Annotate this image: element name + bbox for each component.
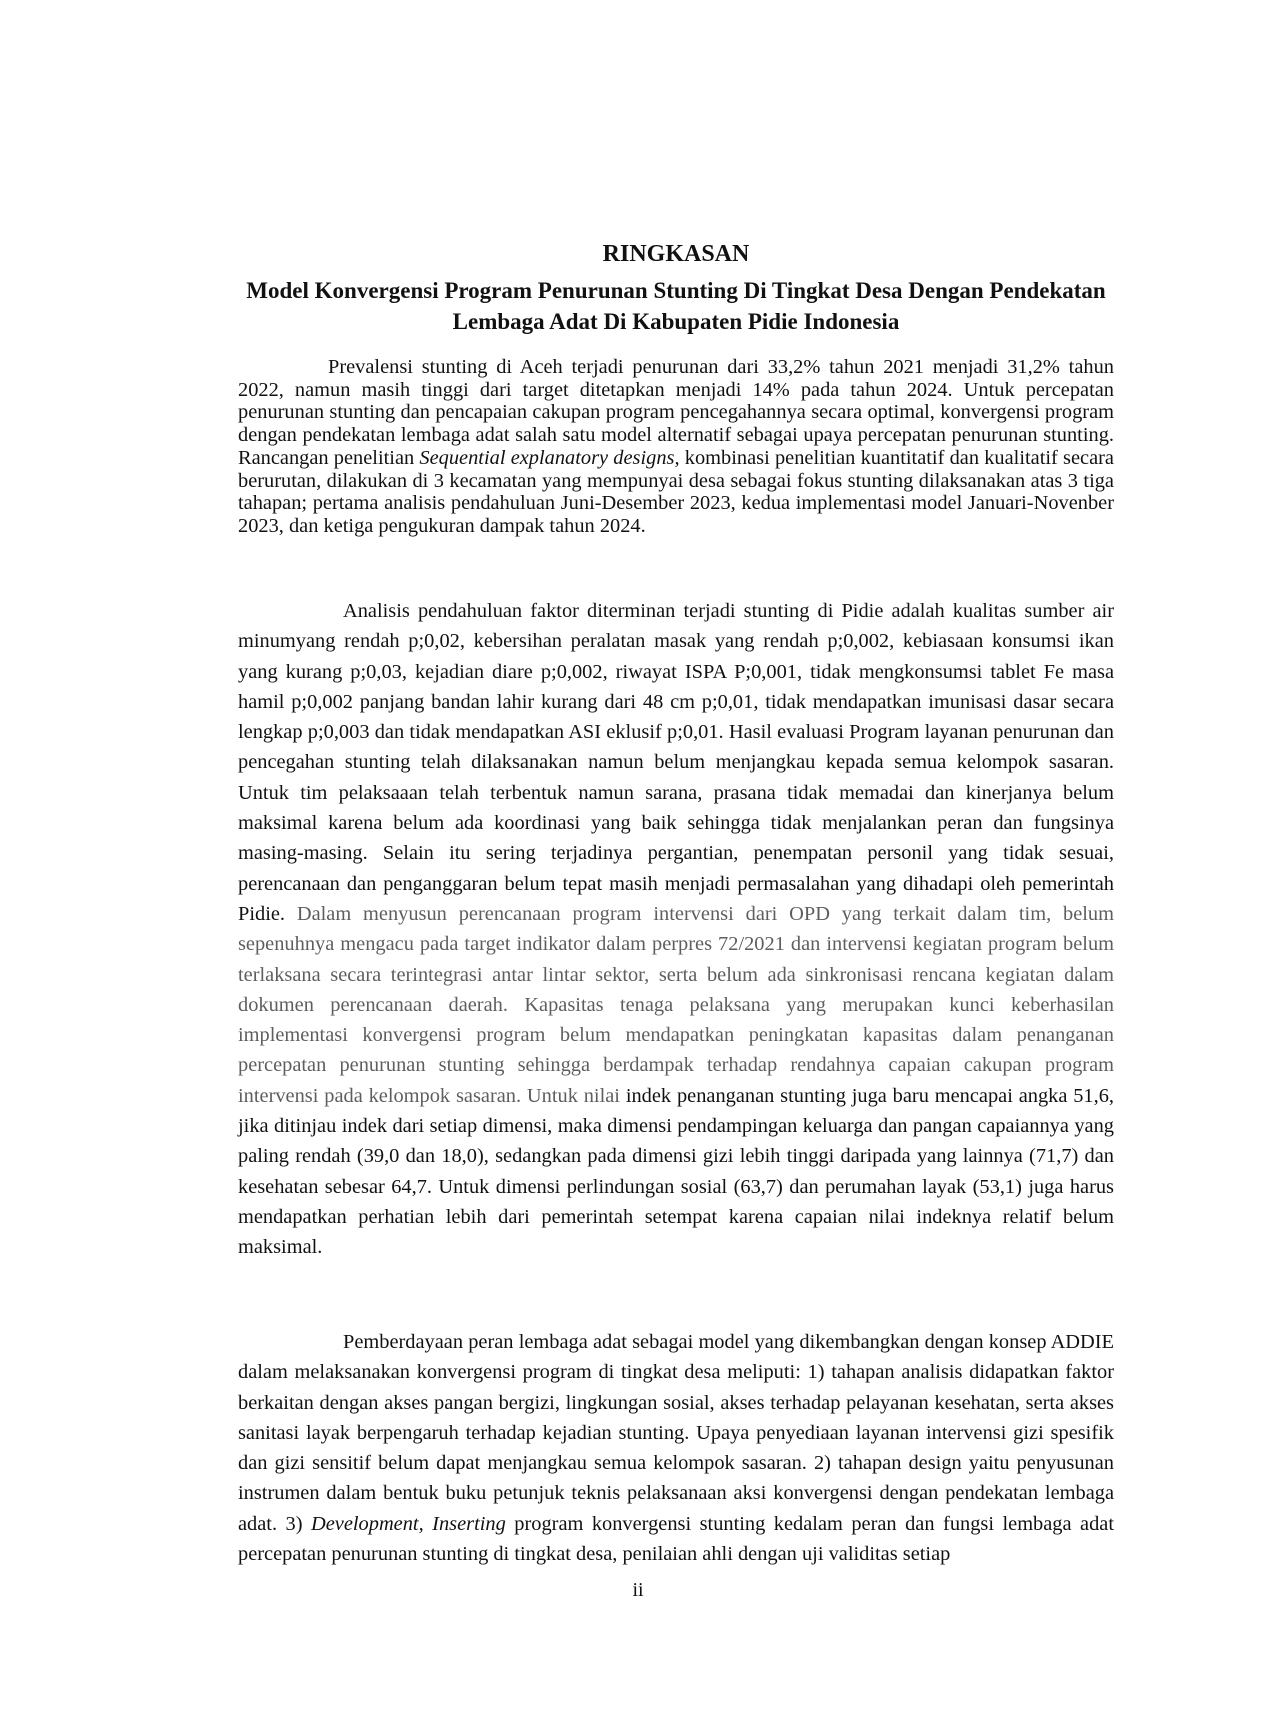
- paragraph-text: program konvergensi stunting kedalam peran dan fungsi lembaga adat percepatan penurunan stunting di tingkat desa, penilaian ahli dengan uji validitas setiap: [238, 1512, 1114, 1566]
- paragraph-italic-text: Sequential explanatory designs,: [419, 446, 680, 469]
- paragraph-text: indek penanganan stunting juga baru mencapai angka 51,6, jika ditinjau indek dari setiap dimensi, maka dimensi pendampingan keluarga dan pangan capaiannya yang paling rendah (39,0 dan 18,0), sedangkan pada dimensi gizi lebih tinggi daripada yang lainnya (71,7) dan kesehatan sebesar 64,7. Untuk dimensi perlindungan sosial (63,7) dan perumahan layak (53,1) juga harus mendapatkan perhatian lebih dari pemerintah setempat karena capaian nilai indeknya relatif belum maksimal.: [238, 1084, 1115, 1259]
- paragraph-empowerment: [238, 1327, 1114, 1569]
- page-number: ii: [632, 1579, 644, 1601]
- paragraph-muted-text: Dalam menyusun perencanaan program intervensi dari OPD yang terkait dalam tim, belum sepenuhnya mengacu pada target indikator dalam perpres 72/2021 dan intervensi kegiatan program belum terlaksana secara terintegrasi antar lintar sektor, serta belum ada sinkronisasi rencana kegiatan dalam dokumen perencanaan daerah. Kapasitas tenaga pelaksana yang merupakan kunci keberhasilan implementasi konvergensi program belum mendapatkan peningkatan kapasitas dalam penanganan percepatan penurunan stunting sehingga berdampak terhadap rendahnya capaian cakupan program intervensi pada kelompok sasaran. Untuk nilai: [238, 902, 1114, 1107]
- paragraph-text: kombinasi penelitian kuantitatif dan kualitatif secara berurutan, dilakukan di 3 kecamatan yang mempunyai desa sebagai fokus stunting dilaksanakan atas 3 tiga tahapan; pertama analisis pendahuluan Juni-Desember 2023, kedua implementasi model Januari-Novenber 2023, dan ketiga pengukuran dampak tahun 2024.: [238, 446, 1114, 537]
- paragraph-text: Pemberdayaan peran lembaga adat sebagai model yang dikembangkan dengan konsep ADDIE dalam melaksanakan konvergensi program di tingkat desa meliputi: 1) tahapan analisis didapatkan faktor berkaitan dengan akses pangan bergizi, lingkungan sosial, akses terhadap pelayanan kesehatan, serta akses sanitasi layak berpengaruh terhadap kejadian stunting. Upaya penyediaan layanan intervensi gizi spesifik dan gizi sensitif belum dapat menjangkau semua kelompok sasaran. 2) tahapan design yaitu penyusunan instrumen dalam bentuk buku petunjuk teknis pelaksanaan aksi konvergensi dengan pendekatan lembaga adat. 3): [238, 1331, 1114, 1535]
- paragraph-text: Prevalensi stunting di Aceh terjadi penurunan dari 33,2% tahun 2021 menjadi 31,2% tahun 2022, namun masih tinggi dari target ditetapkan menjadi 14% pada tahun 2024. Untuk percepatan penurunan stunting dan pencapaian cakupan program pencegahannya secara optimal, konvergensi program dengan pendekatan lembaga adat salah satu model alternatif sebagai upaya percepatan penurunan stunting. Rancangan penelitian: [238, 356, 1114, 469]
- paragraph-italic-text: Development, Inserting: [311, 1512, 506, 1535]
- document-heading: RINGKASAN: [602, 241, 750, 267]
- paragraph-text: Analisis pendahuluan faktor diterminan terjadi stunting di Pidie adalah kualitas sumber air minumyang rendah p;0,02, kebersihan peralatan masak yang rendah p;0,002, kebiasaan konsumsi ikan yang kurang p;0,03, kejadian diare p;0,002, riwayat ISPA P;0,001, tidak mengkonsumsi tablet Fe masa hamil p;0,002 panjang bandan lahir kurang dari 48 cm p;0,01, tidak mendapatkan imunisasi dasar secara lengkap p;0,003 dan tidak mendapatkan ASI eklusif p;0,01. Hasil evaluasi Program layanan penurunan dan pencegahan stunting telah dilaksanakan namun belum menjangkau kepada semua kelompok sasaran. Untuk tim pelaksaaan telah terbentuk namun sarana, prasana tidak memadai dan kinerjanya belum maksimal karena belum ada koordinasi yang baik sehingga tidak menjalankan peran dan fungsinya masing-masing. Selain itu sering terjadinya pergantian, penempatan personil yang tidak sesuai, perencanaan dan penganggaran belum tepat masih menjadi permasalahan yang dihadapi oleh pemerintah Pidie.: [238, 600, 1114, 925]
- paragraph-analysis: [238, 596, 1114, 1263]
- paragraph-prevalence: [238, 356, 1114, 538]
- document-title: Model Konvergensi Program Penurunan Stunting Di Tingkat Desa Dengan Pendekatan Lembaga Adat Di Kabupaten Pidie Indonesia: [246, 278, 1106, 334]
